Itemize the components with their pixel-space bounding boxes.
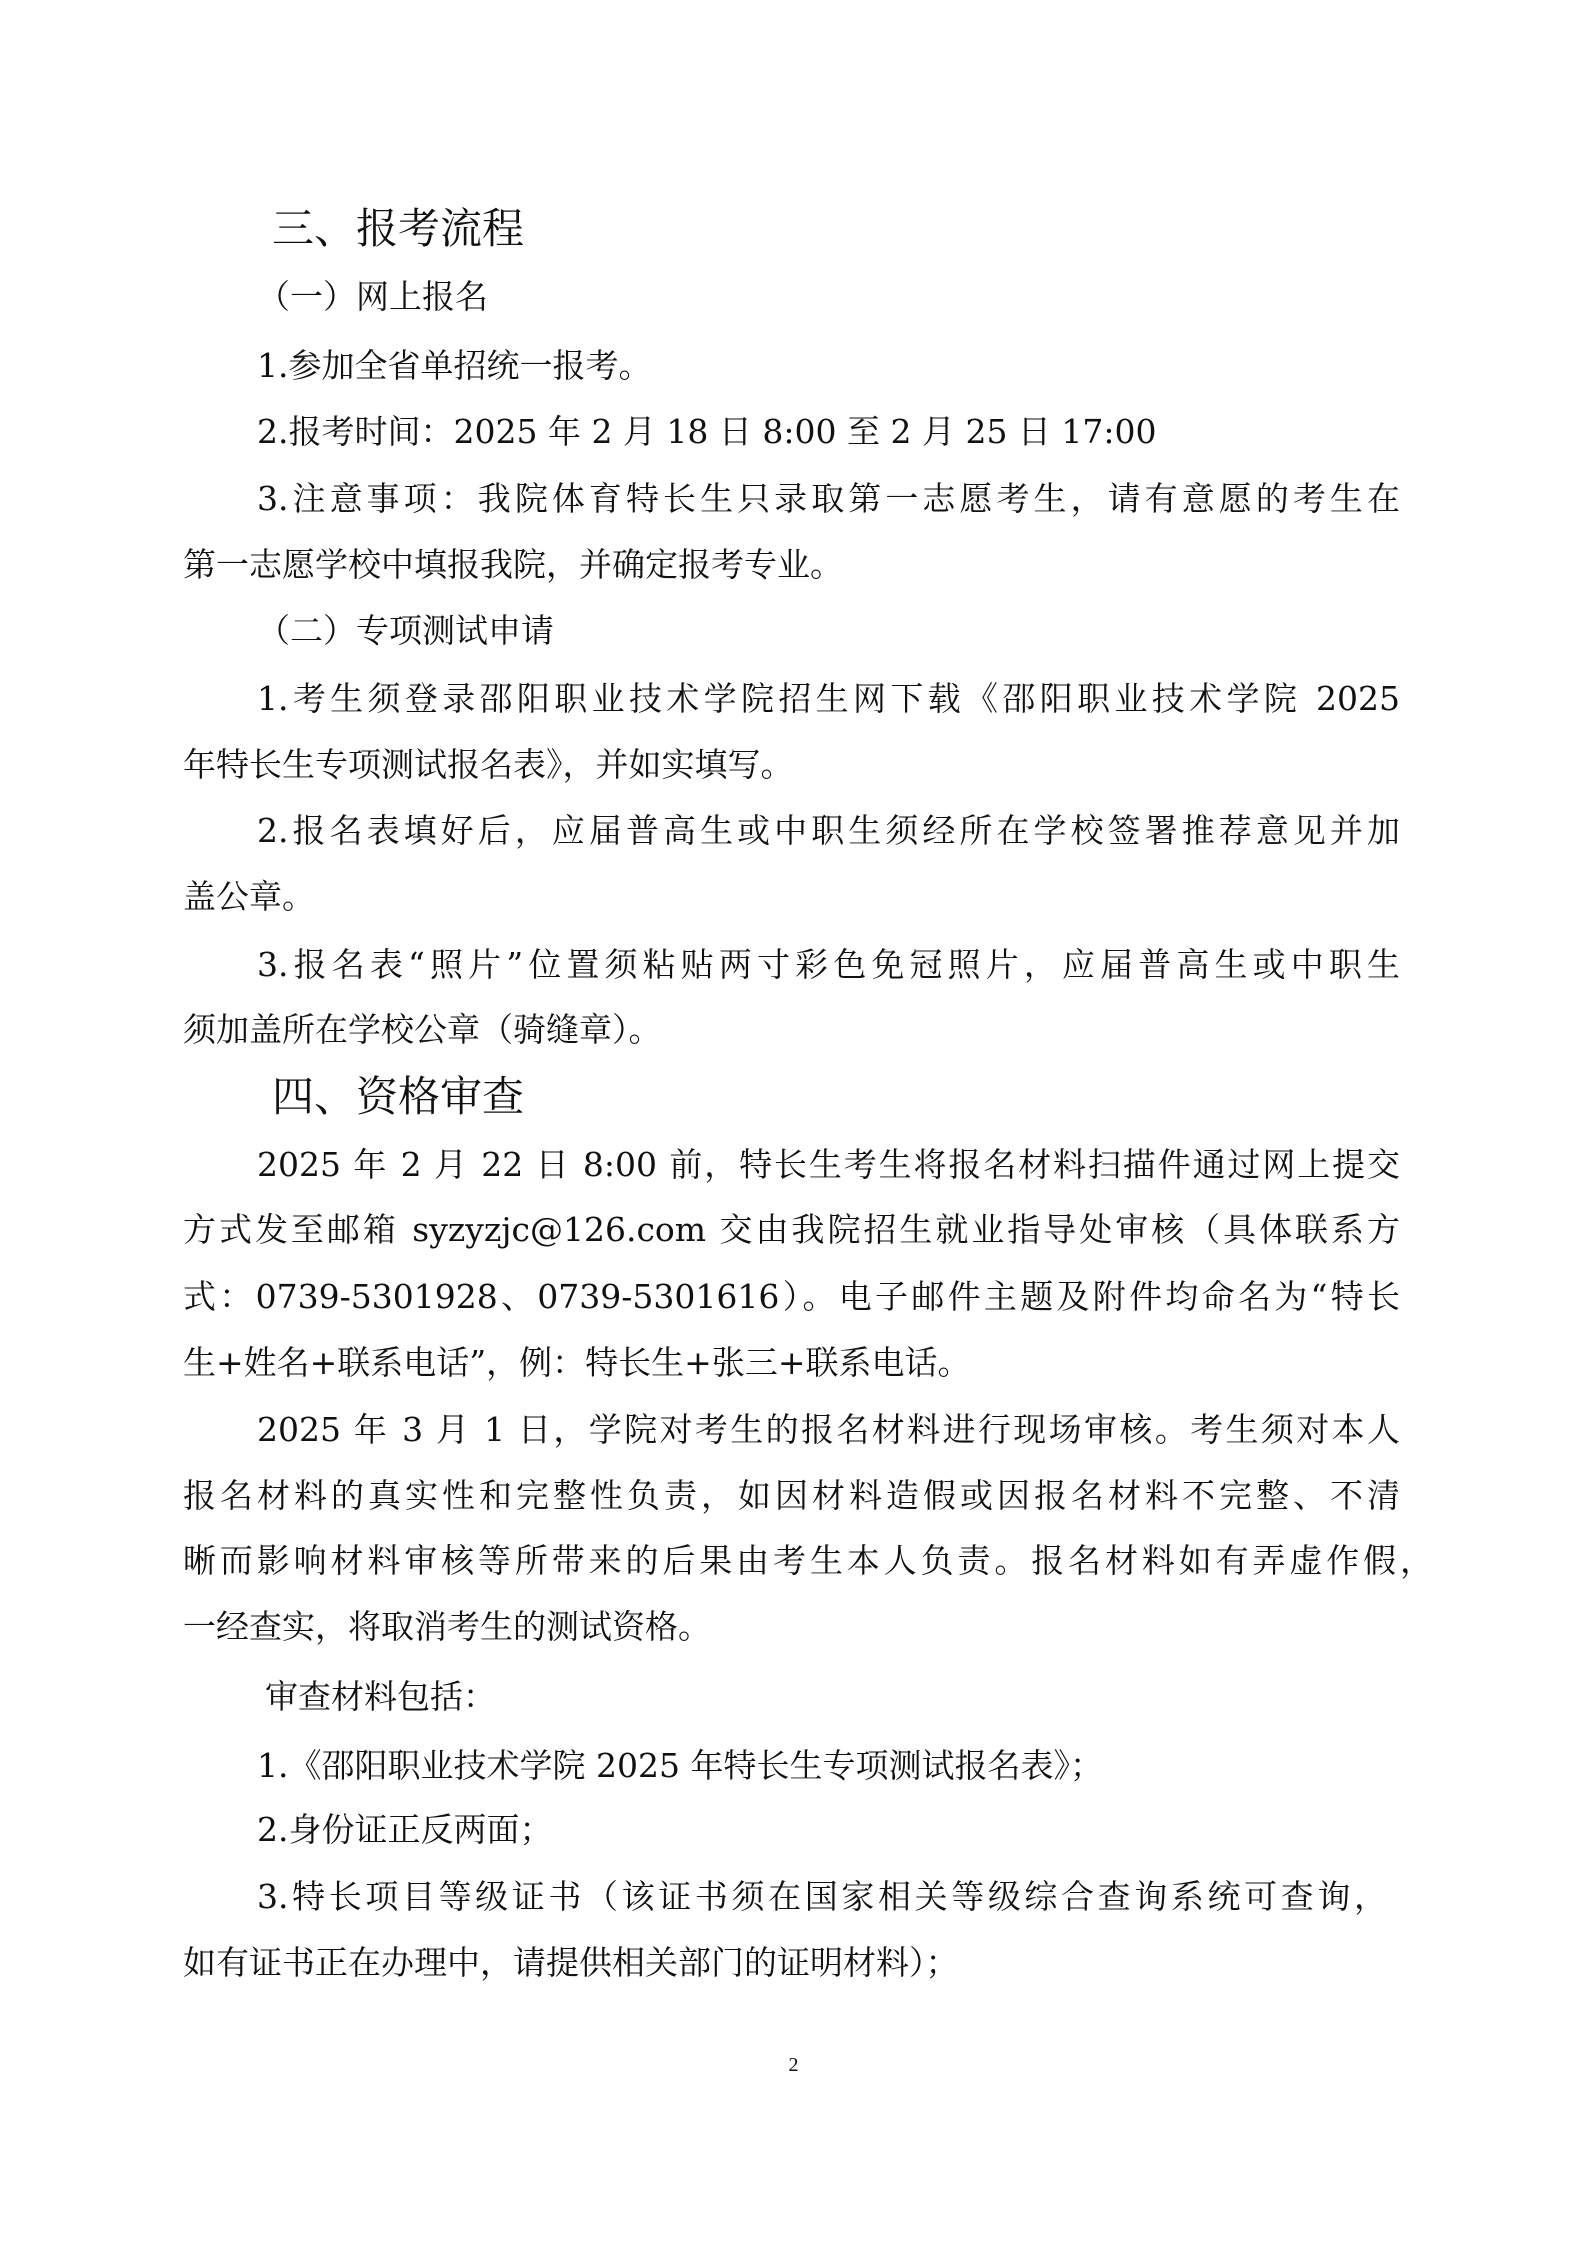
paragraph-line: 3.注意事项：我院体育特长生只录取第一志愿考生，请有意愿的考生在 xyxy=(257,479,1400,518)
paragraph-line: 2.报名表填好后，应届普高生或中职生须经所在学校签署推荐意见并加 xyxy=(257,811,1400,850)
paragraph-line: 1.考生须登录邵阳职业技术学院招生网下载《邵阳职业技术学院 2025 xyxy=(257,679,1400,718)
paragraph-line: 审查材料包括： xyxy=(265,1677,496,1716)
paragraph-line: 一经查实，将取消考生的测试资格。 xyxy=(183,1607,711,1646)
paragraph-line: 2025 年 2 月 22 日 8:00 前，特长生考生将报名材料扫描件通过网上提交 xyxy=(257,1145,1400,1184)
subheading-online-registration: （一）网上报名 xyxy=(257,277,488,316)
paragraph-line: 3.报名表“照片”位置须粘贴两寸彩色免冠照片，应届普高生或中职生 xyxy=(257,945,1400,984)
page-number: 2 xyxy=(788,2054,799,2076)
paragraph-line: 1.参加全省单招统一报考。 xyxy=(257,346,652,385)
paragraph-line: 盖公章。 xyxy=(183,877,315,916)
paragraph-line: 第一志愿学校中填报我院，并确定报考专业。 xyxy=(183,545,843,584)
paragraph-line: 须加盖所在学校公章（骑缝章）。 xyxy=(183,1010,662,1049)
paragraph-line: 2025 年 3 月 1 日，学院对考生的报名材料进行现场审核。考生须对本人 xyxy=(257,1410,1400,1449)
list-item: 1.《邵阳职业技术学院 2025 年特长生专项测试报名表》； xyxy=(257,1746,1103,1785)
paragraph-line-phone: 式：0739-5301928、0739-5301616）。电子邮件主题及附件均命名为“特长 xyxy=(183,1277,1400,1316)
paragraph-line: 2.报考时间：2025 年 2 月 18 日 8:00 至 2 月 25 日 17:00 xyxy=(257,412,1157,451)
list-item: 3.特长项目等级证书（该证书须在国家相关等级综合查询系统可查询， xyxy=(257,1877,1387,1916)
paragraph-line: 报名材料的真实性和完整性负责，如因材料造假或因报名材料不完整、不清 xyxy=(183,1476,1400,1515)
paragraph-line: 生+姓名+联系电话”，例：特长生+张三+联系电话。 xyxy=(183,1343,971,1382)
paragraph-line-email: 方式发至邮箱 syzyzjc@126.com 交由我院招生就业指导处审核（具体联系方 xyxy=(183,1210,1400,1249)
section-heading-registration-process: 三、报考流程 xyxy=(272,204,525,253)
section-heading-qualification-review: 四、资格审查 xyxy=(272,1072,525,1121)
paragraph-line: 晰而影响材料审核等所带来的后果由考生本人负责。报名材料如有弄虚作假， xyxy=(183,1541,1433,1580)
list-item-continuation: 如有证书正在办理中，请提供相关部门的证明材料）； xyxy=(183,1943,959,1982)
paragraph-line: 年特长生专项测试报名表》，并如实填写。 xyxy=(183,745,794,784)
subheading-special-test-application: （二）专项测试申请 xyxy=(257,611,554,650)
list-item: 2.身份证正反两面； xyxy=(257,1810,553,1849)
